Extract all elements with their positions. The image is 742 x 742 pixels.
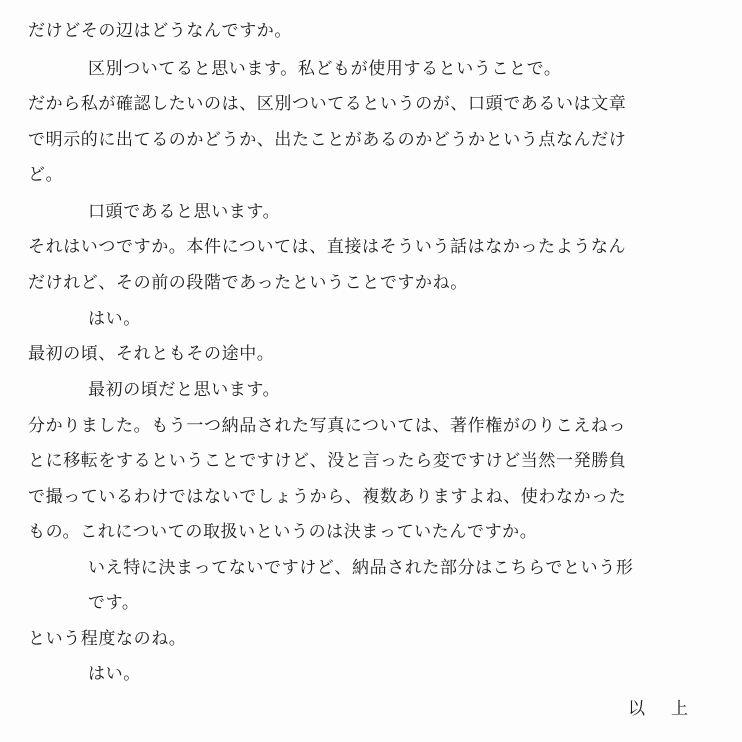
transcript-line: という程度なのね。 <box>28 629 187 649</box>
transcript-line: 口頭であると思います。 <box>88 202 281 222</box>
closing-mark: 以上 <box>628 699 714 719</box>
transcript-line: いえ特に決まってないですけど、納品された部分はこちらでという形 <box>88 558 634 578</box>
transcript-line: で明示的に出てるのかどうか、出たことがあるのかどうかという点なんだけ <box>28 130 627 150</box>
transcript-line: です。 <box>88 593 140 613</box>
transcript-line: 分かりました。もう一つ納品された写真については、著作権がのりこえねっ <box>28 416 627 436</box>
transcript-line: 最初の頃だと思います。 <box>88 380 281 400</box>
transcript-line: で撮っているわけではないでしょうから、複数ありますよね、使わなかった <box>28 487 627 507</box>
transcript-line: ど。 <box>28 165 64 185</box>
transcript-line: はい。 <box>88 309 141 329</box>
transcript-line: それはいつですか。本件については、直接はそういう話はなかったようなん <box>28 237 627 257</box>
transcript-line: 最初の頃、それともその途中。 <box>28 344 275 364</box>
transcript-line: 区別ついてると思います。私どもが使用するということで。 <box>88 59 562 79</box>
transcript-line: だけどその辺はどうなんですか。 <box>28 21 292 41</box>
transcript-line: はい。 <box>88 664 141 684</box>
transcript-line: とに移転をするということですけど、没と言ったら変ですけど当然一発勝負 <box>28 451 627 471</box>
transcript-line: だから私が確認したいのは、区別ついてるというのが、口頭であるいは文章 <box>28 94 627 114</box>
transcript-line: もの。これについての取扱いというのは決まっていたんですか。 <box>28 522 538 542</box>
transcript-line: だけれど、その前の段階であったということですかね。 <box>28 273 468 293</box>
